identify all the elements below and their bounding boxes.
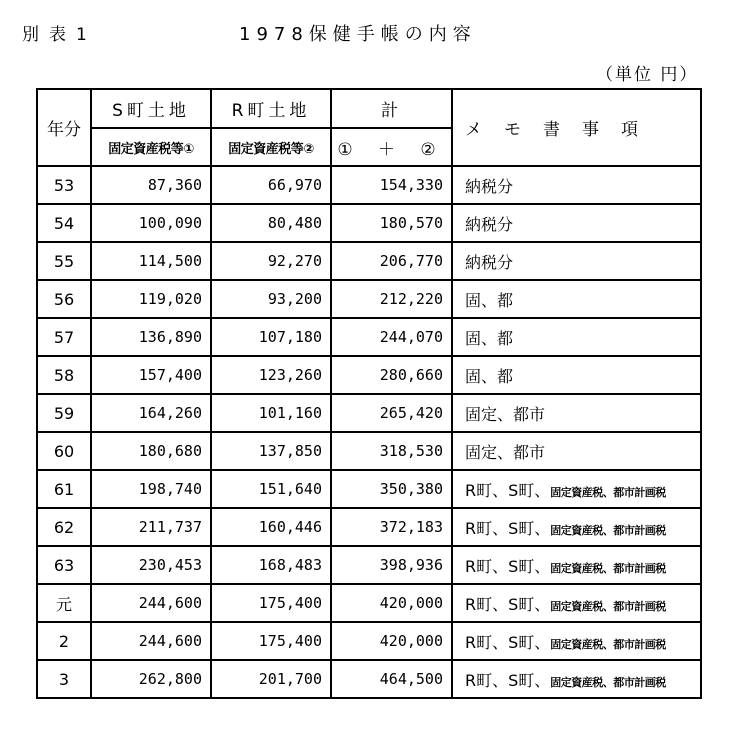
- total-cell: 212,220: [331, 280, 452, 318]
- memo-cell: [452, 508, 701, 546]
- total-cell: 265,420: [331, 394, 452, 432]
- header-year: 年分: [37, 89, 91, 166]
- s-tax-cell: 198,740: [91, 470, 211, 508]
- memo-cell: [452, 546, 701, 584]
- table-row: [37, 432, 701, 470]
- total-cell: 420,000: [331, 622, 452, 660]
- memo-tax-types: 固定資産税、都市計画税: [550, 675, 666, 689]
- table-row: [37, 622, 701, 660]
- r-tax-cell: 137,850: [211, 432, 331, 470]
- memo-tax-types: 固定資産税、都市計画税: [550, 637, 666, 651]
- memo-cell: [452, 470, 701, 508]
- year-cell: 57: [37, 318, 91, 356]
- s-tax-cell: 114,500: [91, 242, 211, 280]
- year-cell: 3: [37, 660, 91, 698]
- s-tax-cell: 164,260: [91, 394, 211, 432]
- table-label: 別表1: [22, 25, 97, 45]
- table-body: [37, 166, 701, 698]
- year-cell: 61: [37, 470, 91, 508]
- year-cell: 63: [37, 546, 91, 584]
- header-s-tax: 固定資産税等①: [91, 128, 211, 166]
- s-tax-cell: 262,800: [91, 660, 211, 698]
- total-cell: 420,000: [331, 584, 452, 622]
- table-row: [37, 318, 701, 356]
- total-cell: 350,380: [331, 470, 452, 508]
- memo-towns: R町、S町、: [465, 632, 551, 652]
- year-cell: 56: [37, 280, 91, 318]
- memo-cell: 納税分: [452, 166, 701, 204]
- r-tax-cell: 123,260: [211, 356, 331, 394]
- total-cell: 280,660: [331, 356, 452, 394]
- table-row: [37, 394, 701, 432]
- memo-towns: R町、S町、: [465, 518, 551, 538]
- year-cell: 53: [37, 166, 91, 204]
- total-cell: 244,070: [331, 318, 452, 356]
- header-r-tax: 固定資産税等②: [211, 128, 331, 166]
- memo-cell: 固、都: [452, 318, 701, 356]
- table-row: [37, 242, 701, 280]
- s-tax-cell: 244,600: [91, 584, 211, 622]
- table-row: [37, 584, 701, 622]
- header-s-land: S町土地: [91, 89, 211, 128]
- r-tax-cell: 175,400: [211, 622, 331, 660]
- memo-cell: 固定、都市: [452, 394, 701, 432]
- year-cell: 59: [37, 394, 91, 432]
- memo-tax-types: 固定資産税、都市計画税: [550, 599, 666, 613]
- total-cell: 372,183: [331, 508, 452, 546]
- s-tax-cell: 244,600: [91, 622, 211, 660]
- s-tax-cell: 180,680: [91, 432, 211, 470]
- memo-tax-types: 固定資産税、都市計画税: [550, 485, 666, 499]
- table-row: [37, 660, 701, 698]
- total-cell: 464,500: [331, 660, 452, 698]
- memo-tax-types: 固定資産税、都市計画税: [550, 523, 666, 537]
- memo-cell: [452, 584, 701, 622]
- year-cell: 55: [37, 242, 91, 280]
- memo-cell: 納税分: [452, 242, 701, 280]
- r-tax-cell: 92,270: [211, 242, 331, 280]
- header-total: 計: [331, 89, 452, 128]
- document-title: 1978保健手帳の内容: [239, 24, 477, 45]
- memo-cell: [452, 660, 701, 698]
- memo-cell: 固、都: [452, 356, 701, 394]
- r-tax-cell: 168,483: [211, 546, 331, 584]
- table-row: [37, 280, 701, 318]
- total-cell: 318,530: [331, 432, 452, 470]
- memo-cell: 固、都: [452, 280, 701, 318]
- table-row: [37, 508, 701, 546]
- r-tax-cell: 175,400: [211, 584, 331, 622]
- year-cell: 58: [37, 356, 91, 394]
- unit-note: （単位 円）: [596, 65, 699, 85]
- year-cell: 62: [37, 508, 91, 546]
- memo-cell: [452, 622, 701, 660]
- r-tax-cell: 201,700: [211, 660, 331, 698]
- s-tax-cell: 87,360: [91, 166, 211, 204]
- s-tax-cell: 157,400: [91, 356, 211, 394]
- year-cell: 60: [37, 432, 91, 470]
- r-tax-cell: 101,160: [211, 394, 331, 432]
- total-cell: 154,330: [331, 166, 452, 204]
- r-tax-cell: 93,200: [211, 280, 331, 318]
- memo-cell: 納税分: [452, 204, 701, 242]
- table-row: [37, 166, 701, 204]
- r-tax-cell: 151,640: [211, 470, 331, 508]
- total-cell: 398,936: [331, 546, 452, 584]
- memo-cell: 固定、都市: [452, 432, 701, 470]
- s-tax-cell: 230,453: [91, 546, 211, 584]
- year-cell: 2: [37, 622, 91, 660]
- header-r-land: R町土地: [211, 89, 331, 128]
- year-cell: 54: [37, 204, 91, 242]
- table-row: [37, 356, 701, 394]
- r-tax-cell: 107,180: [211, 318, 331, 356]
- memo-towns: R町、S町、: [465, 556, 551, 576]
- r-tax-cell: 160,446: [211, 508, 331, 546]
- memo-towns: R町、S町、: [465, 670, 551, 690]
- total-cell: 206,770: [331, 242, 452, 280]
- memo-towns: R町、S町、: [465, 594, 551, 614]
- table-row: [37, 470, 701, 508]
- header-memo: メモ書事項: [452, 89, 701, 166]
- s-tax-cell: 211,737: [91, 508, 211, 546]
- s-tax-cell: 136,890: [91, 318, 211, 356]
- r-tax-cell: 66,970: [211, 166, 331, 204]
- s-tax-cell: 100,090: [91, 204, 211, 242]
- s-tax-cell: 119,020: [91, 280, 211, 318]
- memo-tax-types: 固定資産税、都市計画税: [550, 561, 666, 575]
- year-cell: 元: [37, 584, 91, 622]
- table-row: [37, 204, 701, 242]
- memo-towns: R町、S町、: [465, 480, 551, 500]
- tax-table: [36, 88, 702, 699]
- total-cell: 180,570: [331, 204, 452, 242]
- table-row: [37, 546, 701, 584]
- header-total-formula: ① ＋ ②: [331, 128, 452, 166]
- r-tax-cell: 80,480: [211, 204, 331, 242]
